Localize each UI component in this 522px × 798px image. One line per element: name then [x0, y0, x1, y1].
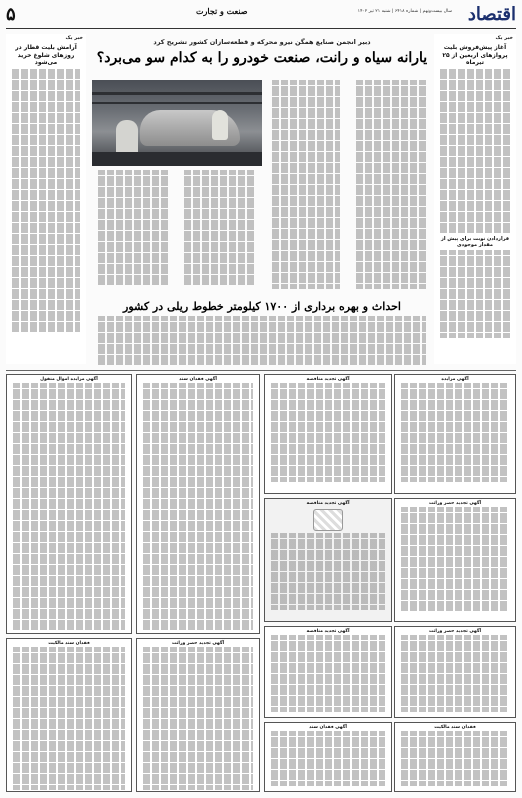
right-column-body [434, 69, 516, 234]
lead-kicker: دبیر انجمن صنایع همگن نیرو محرکه و قطعه‌سازان کشور تشریح کرد [153, 38, 371, 46]
car-factory-photo [92, 80, 262, 166]
right-column [434, 34, 516, 364]
lead-body-col-2 [266, 80, 346, 292]
ad-box-4 [6, 374, 132, 634]
page-number: ۵ [6, 4, 16, 24]
ad-box-12 [264, 722, 392, 792]
ad-title-8: آگهی تجدید مناقصه [306, 629, 350, 634]
ad-box-11 [394, 722, 516, 792]
ad-title-7: آگهی تجدید حصر وراثت [428, 629, 482, 634]
ad-box-3 [136, 374, 260, 634]
right-column-label: خبر یک [495, 35, 513, 41]
masthead [6, 6, 516, 26]
right-column-title: آغاز پیش‌فروش بلیت پروازهای اربعین از ۲۵ تیرماه [442, 44, 508, 66]
left-column-label: خبر یک [65, 35, 83, 41]
ad-title-3: آگهی فقدان سند [179, 377, 217, 382]
emblem-icon [313, 509, 343, 531]
header-rule [6, 28, 516, 29]
ad-title-1: آگهی مزایده [441, 377, 469, 382]
ad-title-11: فقدان سند مالکیت [434, 725, 476, 730]
ad-title-5: آگهی تجدید حصر وراثت [428, 501, 482, 506]
ad-box-2 [264, 374, 392, 494]
ad-box-7 [394, 626, 516, 718]
section-title: صنعت و تجارت [196, 6, 248, 16]
ad-box-6 [264, 498, 392, 622]
right-column-subtitle: قراردادن نوبت برای پیش از مقدار موجودی [440, 235, 510, 248]
rail-headline: احداث و بهره برداری از ۱۷۰۰ کیلومتر خطوط ریلی در کشور [123, 300, 401, 313]
ad-box-9 [136, 638, 260, 792]
lead-body-col-3 [178, 170, 262, 292]
lead-headline: یارانه سیاه و رانت، صنعت خودرو را به کدام سو می‌برد؟ [96, 50, 428, 66]
section-divider [6, 370, 516, 371]
rail-body [92, 316, 432, 366]
newspaper-logo: اقتصاد [467, 4, 516, 25]
ad-box-8 [264, 626, 392, 718]
ad-box-1 [394, 374, 516, 494]
lead-body-col-1 [350, 80, 434, 292]
ad-title-9: آگهی تجدید حصر وراثت [171, 641, 225, 646]
left-column [6, 34, 86, 364]
left-column-title: آرامش بلیت قطار در روزهای شلوغ خرید می‌شود [15, 44, 77, 66]
lead-body-col-4 [92, 170, 174, 292]
ad-box-10 [6, 638, 132, 792]
ad-title-6: آگهی تجدید مناقصه [306, 501, 350, 506]
ad-title-10: فقدان سند مالکیت [48, 641, 90, 646]
ad-title-12: آگهی فقدان سند [309, 725, 347, 730]
issue-meta: سال بیست‌ونهم | شماره ۶۴۱۸ | شنبه ۲۱ تیر ۱۴۰۲ [357, 9, 452, 14]
left-column-body [6, 69, 86, 333]
ad-box-5 [394, 498, 516, 622]
ad-title-4: آگهی مزایده اموال منقول [40, 377, 98, 382]
ad-title-2: آگهی تجدید مناقصه [306, 377, 350, 382]
